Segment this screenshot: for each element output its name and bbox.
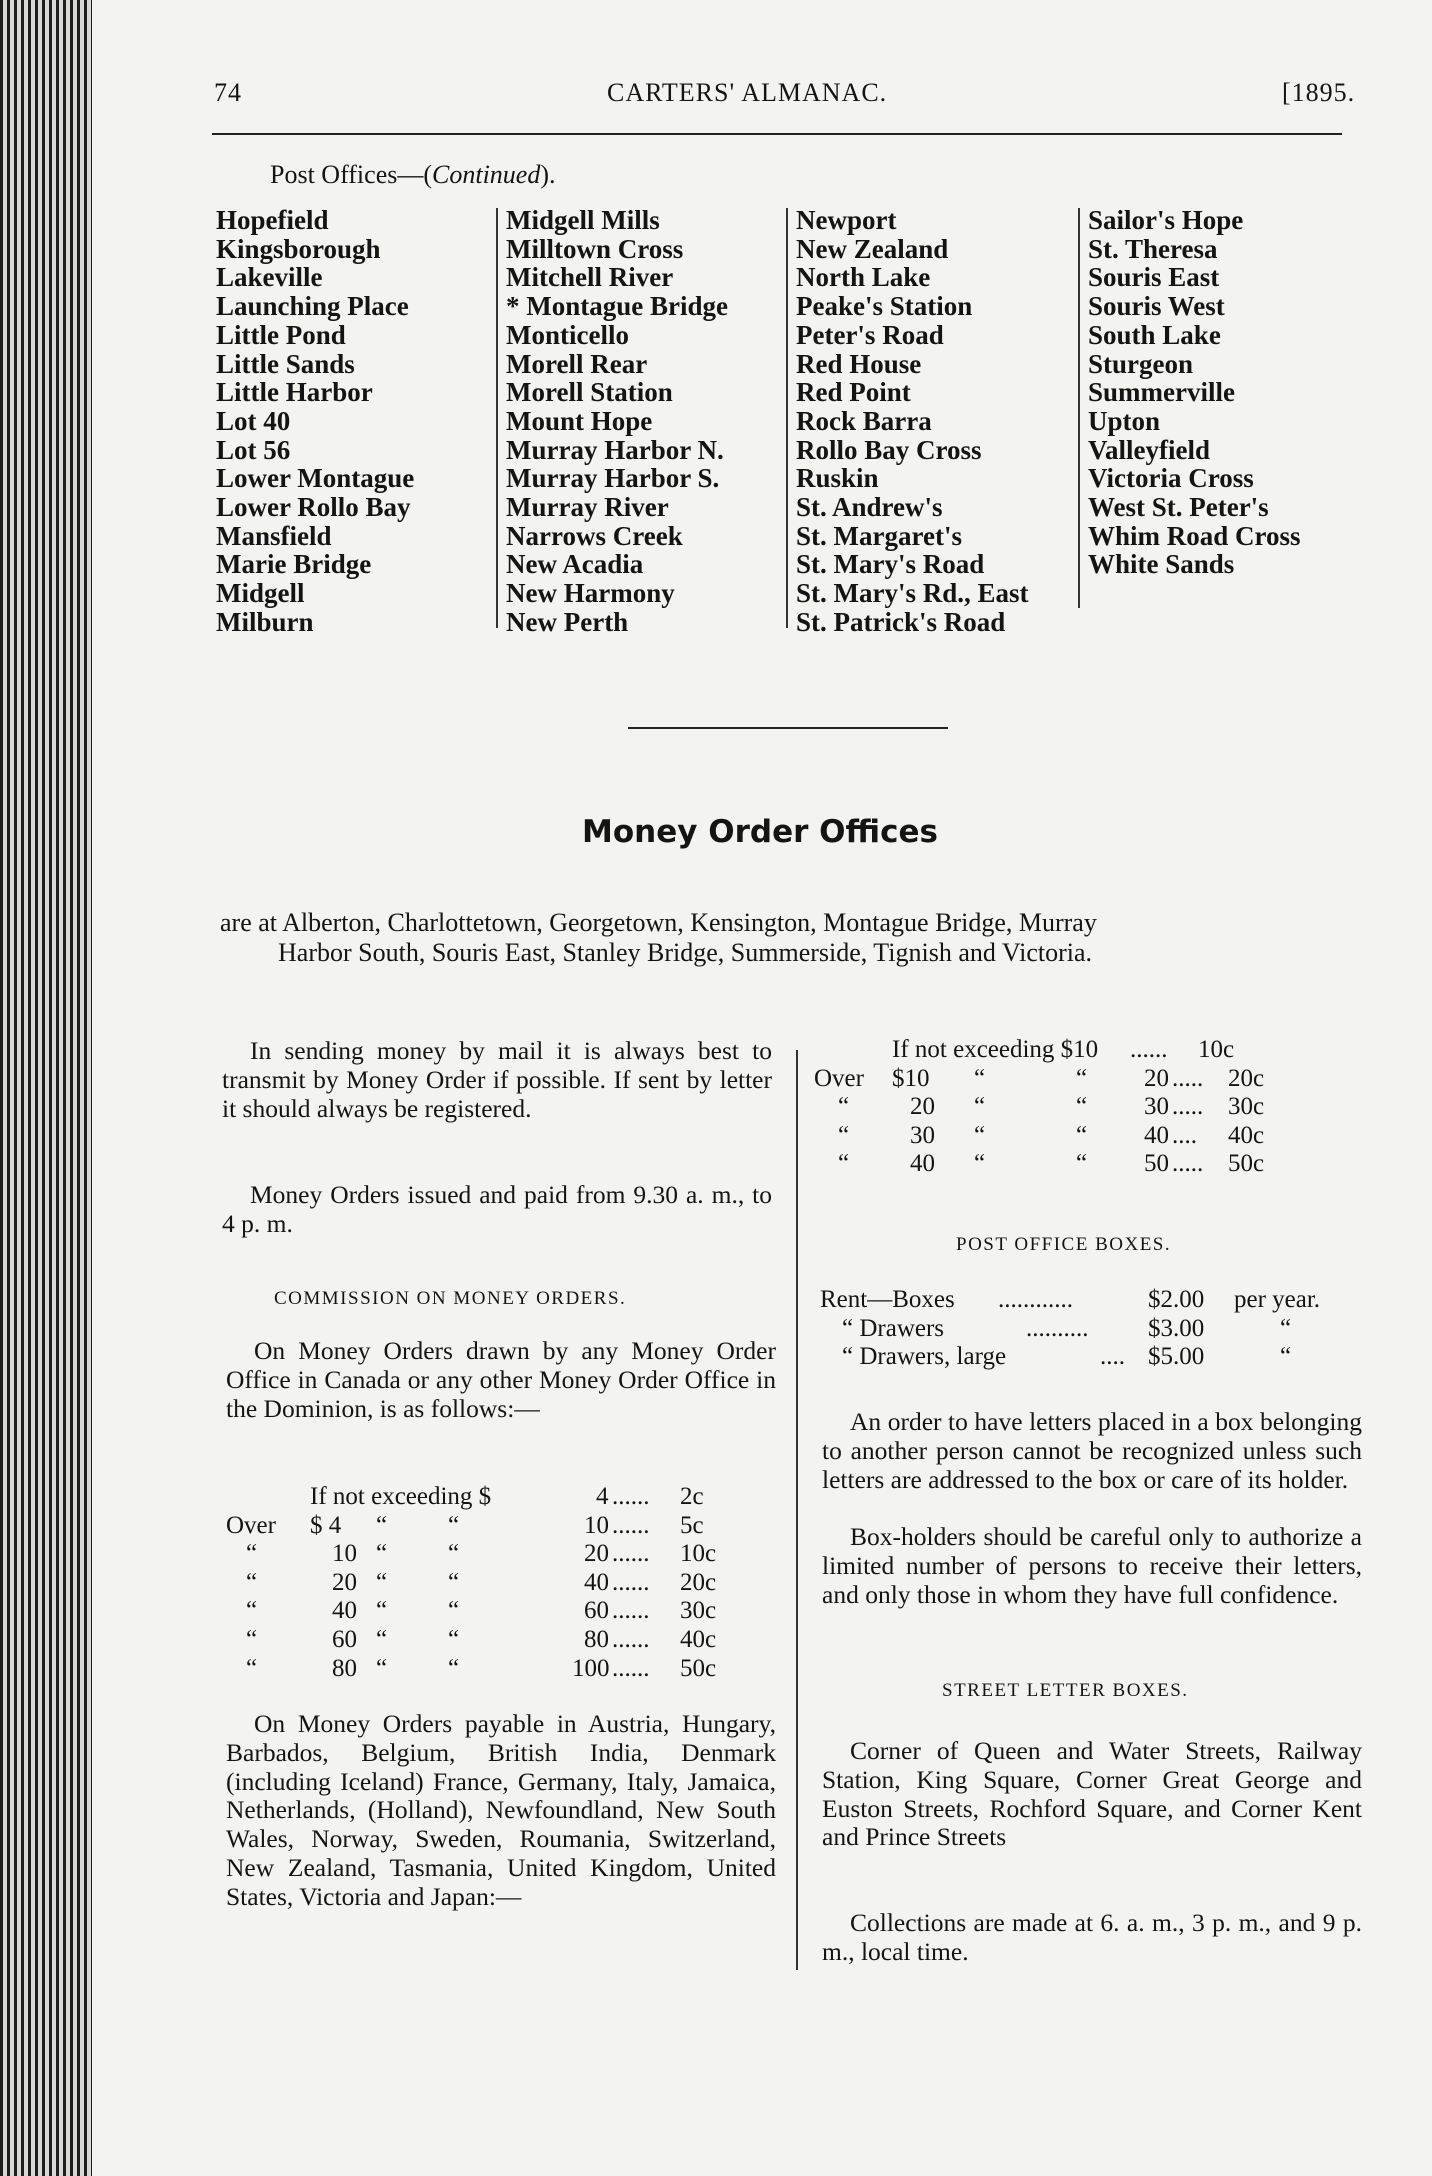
rate-fee: 50c <box>1228 1150 1265 1178</box>
list-item: South Lake <box>1088 319 1221 350</box>
list-item: Monticello <box>506 319 629 350</box>
rent-unit: “ <box>1280 1314 1292 1342</box>
table-row <box>226 1540 786 1569</box>
rent-leader: .... <box>1100 1343 1125 1371</box>
post-office-column-1 <box>216 206 414 637</box>
list-item: New Zealand <box>796 233 949 264</box>
rate-ditto: “ <box>376 1568 388 1596</box>
rate-to: 40 <box>1144 1121 1169 1149</box>
left-paragraph-3: On Money Orders drawn by any Money Order Office in Canada or any other Money Order Office in the Dominion, is as follows:— <box>226 1336 776 1423</box>
list-item: St. Mary's Road <box>796 549 985 580</box>
rate-fee: 40c <box>680 1625 717 1653</box>
list-item: Summerville <box>1088 377 1235 408</box>
rent-price: $3.00 <box>1148 1314 1205 1342</box>
table-row <box>814 1122 1414 1151</box>
list-item: Rock Barra <box>796 405 932 436</box>
rent-label: “ Drawers, large <box>842 1343 1007 1371</box>
list-item: Souris West <box>1088 291 1225 322</box>
rate-ditto: “ <box>448 1540 460 1568</box>
rate-to: 20 <box>1144 1064 1169 1092</box>
rate-ditto: “ <box>1076 1093 1088 1121</box>
list-item: Narrows Creek <box>506 520 683 551</box>
list-item: Mitchell River <box>506 262 674 293</box>
list-item: Murray Harbor S. <box>506 463 720 494</box>
left-paragraph-1: In sending money by mail it is always best to transmit by Money Order if possible. If sent by letter it should always be registered. <box>222 1036 772 1123</box>
page-number: 74 <box>214 78 242 107</box>
list-item: St. Andrew's <box>796 492 943 523</box>
rate-fee: 20c <box>1228 1064 1265 1092</box>
list-item: St. Margaret's <box>796 520 962 551</box>
rate-leader: ...... <box>1130 1036 1168 1063</box>
table-row <box>820 1343 1430 1372</box>
rate-prefix: “ <box>838 1121 850 1149</box>
rate-leader: .... <box>1172 1121 1197 1149</box>
table-row <box>820 1315 1430 1344</box>
list-item: Lower Montague <box>216 463 415 494</box>
money-order-intro-line2: Harbor South, Souris East, Stanley Bridge, Summerside, Tignish and Victoria. <box>278 938 1093 967</box>
list-item: Ruskin <box>796 463 879 494</box>
list-item: Newport <box>796 205 897 235</box>
table-row <box>226 1512 786 1541</box>
rate-fee: 10c <box>1198 1036 1235 1063</box>
table-row <box>814 1150 1414 1179</box>
rent-unit: per year. <box>1234 1286 1321 1313</box>
money-order-intro-line1: are at Alberton, Charlottetown, Georgetown, Kensington, Montague Bridge, Murray <box>220 908 1097 937</box>
rate-to: 40 <box>584 1568 609 1596</box>
rate-ditto: “ <box>974 1121 986 1149</box>
rate-from: 40 <box>332 1597 357 1625</box>
right-paragraph-1: An order to have letters placed in a box belonging to another person cannot be recognized unless such letters are addressed to the box or care of its holder. <box>822 1407 1362 1494</box>
list-item: West St. Peter's <box>1088 492 1269 523</box>
list-item: Lot 40 <box>216 405 291 436</box>
rate-leader: ..... <box>1172 1064 1204 1092</box>
list-item: Little Pond <box>216 319 346 350</box>
rate-prefix: “ <box>246 1597 258 1625</box>
money-order-title: Money Order Offices <box>582 814 938 850</box>
list-item: Midgell Mills <box>506 205 660 235</box>
rate-leader: ...... <box>612 1597 650 1625</box>
rate-from: $10 <box>892 1064 930 1092</box>
right-paragraph-2: Box-holders should be careful only to authorize a limited number of persons to receive their letters, and only those in whom they have full confidence. <box>822 1522 1362 1609</box>
list-item: Victoria Cross <box>1088 463 1254 494</box>
rent-leader: .......... <box>1026 1314 1089 1342</box>
list-item: St. Patrick's Road <box>796 606 1006 637</box>
rate-from: If not exceeding $ <box>310 1483 492 1510</box>
post-office-column-4 <box>1088 206 1301 579</box>
rate-prefix: Over <box>226 1511 276 1539</box>
list-item: Sailor's Hope <box>1088 205 1244 235</box>
list-item: St. Theresa <box>1088 233 1218 264</box>
table-row <box>814 1093 1414 1122</box>
list-item: Mansfield <box>216 520 332 551</box>
list-item: Upton <box>1088 405 1161 436</box>
list-item: Whim Road Cross <box>1088 520 1301 551</box>
street-letter-boxes-heading: STREET LETTER BOXES. <box>942 1680 1189 1701</box>
list-item: Peake's Station <box>796 291 973 322</box>
rate-to: 80 <box>584 1625 609 1653</box>
rate-leader: ...... <box>612 1568 650 1596</box>
left-paragraph-2: Money Orders issued and paid from 9.30 a. m., to 4 p. m. <box>222 1180 772 1238</box>
list-item: Morell Rear <box>506 348 648 379</box>
almanac-page <box>92 0 1432 2176</box>
rate-to: 20 <box>584 1540 609 1568</box>
list-item: Little Harbor <box>216 377 373 408</box>
rate-ditto: “ <box>974 1064 986 1092</box>
rent-label: Rent—Boxes <box>820 1286 955 1313</box>
list-item: Lower Rollo Bay <box>216 492 411 523</box>
rate-ditto: “ <box>376 1511 388 1539</box>
list-item: White Sands <box>1088 549 1235 580</box>
rate-ditto: “ <box>448 1625 460 1653</box>
rate-leader: ...... <box>612 1654 650 1682</box>
rent-label: “ Drawers <box>842 1314 945 1342</box>
right-paragraph-3: Corner of Queen and Water Streets, Railway Station, King Square, Corner Great George and Euston Streets, Rochford Square, and Corner Kent and Prince Streets <box>822 1736 1362 1852</box>
rate-ditto: “ <box>376 1540 388 1568</box>
list-item: New Perth <box>506 606 629 637</box>
rent-price: $5.00 <box>1148 1343 1205 1371</box>
rate-ditto: “ <box>376 1597 388 1625</box>
post-office-column-3 <box>796 206 1029 637</box>
table-row <box>226 1626 786 1655</box>
list-item: Lakeville <box>216 262 323 293</box>
table-row <box>226 1597 786 1626</box>
heading-continued: Continued <box>432 160 541 189</box>
table-row <box>814 1065 1414 1094</box>
rate-fee: 2c <box>680 1483 704 1510</box>
post-offices-heading <box>270 160 556 190</box>
table-row <box>814 1036 1414 1065</box>
column-rule <box>496 208 498 628</box>
list-item: Souris East <box>1088 262 1220 293</box>
list-item: Morell Station <box>506 377 673 408</box>
list-item: Mount Hope <box>506 405 653 436</box>
rate-from: $ 4 <box>310 1511 342 1539</box>
running-title: CARTERS' ALMANAC. <box>607 78 888 107</box>
section-divider <box>628 727 948 729</box>
list-item: St. Mary's Rd., East <box>796 578 1029 609</box>
list-item: New Harmony <box>506 578 675 609</box>
rate-fee: 30c <box>1228 1093 1265 1121</box>
rate-ditto: “ <box>376 1654 388 1682</box>
rate-ditto: “ <box>974 1093 986 1121</box>
rate-ditto: “ <box>1076 1150 1088 1178</box>
rate-leader: ..... <box>1172 1150 1204 1178</box>
commission-heading: COMMISSION ON MONEY ORDERS. <box>274 1288 627 1309</box>
list-item: Milburn <box>216 606 314 637</box>
rate-to: 4 <box>596 1483 609 1510</box>
rate-from: 20 <box>332 1568 357 1596</box>
rate-prefix: “ <box>838 1093 850 1121</box>
list-item: Rollo Bay Cross <box>796 434 982 465</box>
heading-prefix: Post Offices—( <box>270 160 433 189</box>
rate-from: 30 <box>910 1121 935 1149</box>
table-row <box>226 1655 786 1684</box>
list-item: Little Sands <box>216 348 355 379</box>
table-row <box>820 1286 1430 1315</box>
list-item: Lot 56 <box>216 434 291 465</box>
rent-leader: ............ <box>998 1286 1073 1313</box>
rate-prefix: “ <box>246 1654 258 1682</box>
column-rule <box>796 1050 798 1970</box>
column-rule <box>786 208 788 628</box>
list-item: Hopefield <box>216 205 329 235</box>
rate-ditto: “ <box>448 1597 460 1625</box>
rate-to: 60 <box>584 1597 609 1625</box>
rate-to: 50 <box>1144 1150 1169 1178</box>
rate-leader: ...... <box>612 1625 650 1653</box>
list-item: North Lake <box>796 262 931 293</box>
rent-price: $2.00 <box>1148 1286 1205 1313</box>
rate-fee: 5c <box>680 1511 704 1539</box>
rate-to: 100 <box>572 1654 610 1682</box>
foreign-rate-table <box>814 1036 1414 1179</box>
rate-ditto: “ <box>448 1568 460 1596</box>
rate-ditto: “ <box>1076 1064 1088 1092</box>
box-rent-table <box>820 1286 1430 1372</box>
left-paragraph-4: On Money Orders payable in Austria, Hungary, Barbados, Belgium, British India, Denmark (including Iceland) France, Germany, Italy, Jamaica, Netherlands, (Holland), Newfoundland, New South Wales, Norway, Sweden, Roumania, Switzerland, New Zealand, Tasmania, United Kingdom, United States, Victoria and Japan:— <box>226 1709 776 1911</box>
table-row <box>226 1569 786 1598</box>
rate-from: 80 <box>332 1654 357 1682</box>
list-item: Milltown Cross <box>506 233 684 264</box>
rate-ditto: “ <box>376 1625 388 1653</box>
list-item: * Montague Bridge <box>506 291 728 322</box>
rate-to: 10 <box>584 1511 609 1539</box>
rate-prefix: Over <box>814 1064 864 1092</box>
heading-suffix: ). <box>540 160 556 189</box>
rate-from: 60 <box>332 1625 357 1653</box>
list-item: Sturgeon <box>1088 348 1194 379</box>
rate-leader: ...... <box>612 1511 650 1539</box>
running-year: [1895. <box>1282 78 1356 107</box>
rate-leader: ...... <box>612 1540 650 1568</box>
rate-from: 10 <box>332 1540 357 1568</box>
rate-from: If not exceeding $10 <box>892 1036 1099 1063</box>
list-item: Murray River <box>506 492 669 523</box>
rent-unit: “ <box>1280 1343 1292 1371</box>
rate-fee: 50c <box>680 1654 717 1682</box>
list-item: Red House <box>796 348 922 379</box>
list-item: Red Point <box>796 377 911 408</box>
rate-from: 40 <box>910 1150 935 1178</box>
rate-fee: 20c <box>680 1568 717 1596</box>
rate-prefix: “ <box>246 1540 258 1568</box>
list-item: Midgell <box>216 578 305 609</box>
header-rule <box>212 133 1342 135</box>
list-item: Murray Harbor N. <box>506 434 724 465</box>
rate-fee: 10c <box>680 1540 717 1568</box>
rate-ditto: “ <box>974 1150 986 1178</box>
post-office-boxes-heading: POST OFFICE BOXES. <box>956 1234 1172 1255</box>
rate-ditto: “ <box>448 1654 460 1682</box>
column-rule <box>1078 208 1080 608</box>
right-paragraph-4: Collections are made at 6. a. m., 3 p. m., and 9 p. m., local time. <box>822 1908 1362 1966</box>
rate-fee: 40c <box>1228 1121 1265 1149</box>
rate-to: 30 <box>1144 1093 1169 1121</box>
rate-fee: 30c <box>680 1597 717 1625</box>
rate-ditto: “ <box>1076 1121 1088 1149</box>
list-item: Marie Bridge <box>216 549 372 580</box>
list-item: Peter's Road <box>796 319 944 350</box>
table-row <box>226 1483 786 1512</box>
commission-rate-table <box>226 1483 786 1683</box>
list-item: Launching Place <box>216 291 409 322</box>
rate-from: 20 <box>910 1093 935 1121</box>
rate-leader: ...... <box>612 1483 650 1510</box>
rate-prefix: “ <box>838 1150 850 1178</box>
list-item: Valleyfield <box>1088 434 1211 465</box>
list-item: Kingsborough <box>216 233 381 264</box>
rate-prefix: “ <box>246 1568 258 1596</box>
rate-leader: ..... <box>1172 1093 1204 1121</box>
rate-prefix: “ <box>246 1625 258 1653</box>
list-item: New Acadia <box>506 549 644 580</box>
post-office-column-2 <box>506 206 728 637</box>
rate-ditto: “ <box>448 1511 460 1539</box>
